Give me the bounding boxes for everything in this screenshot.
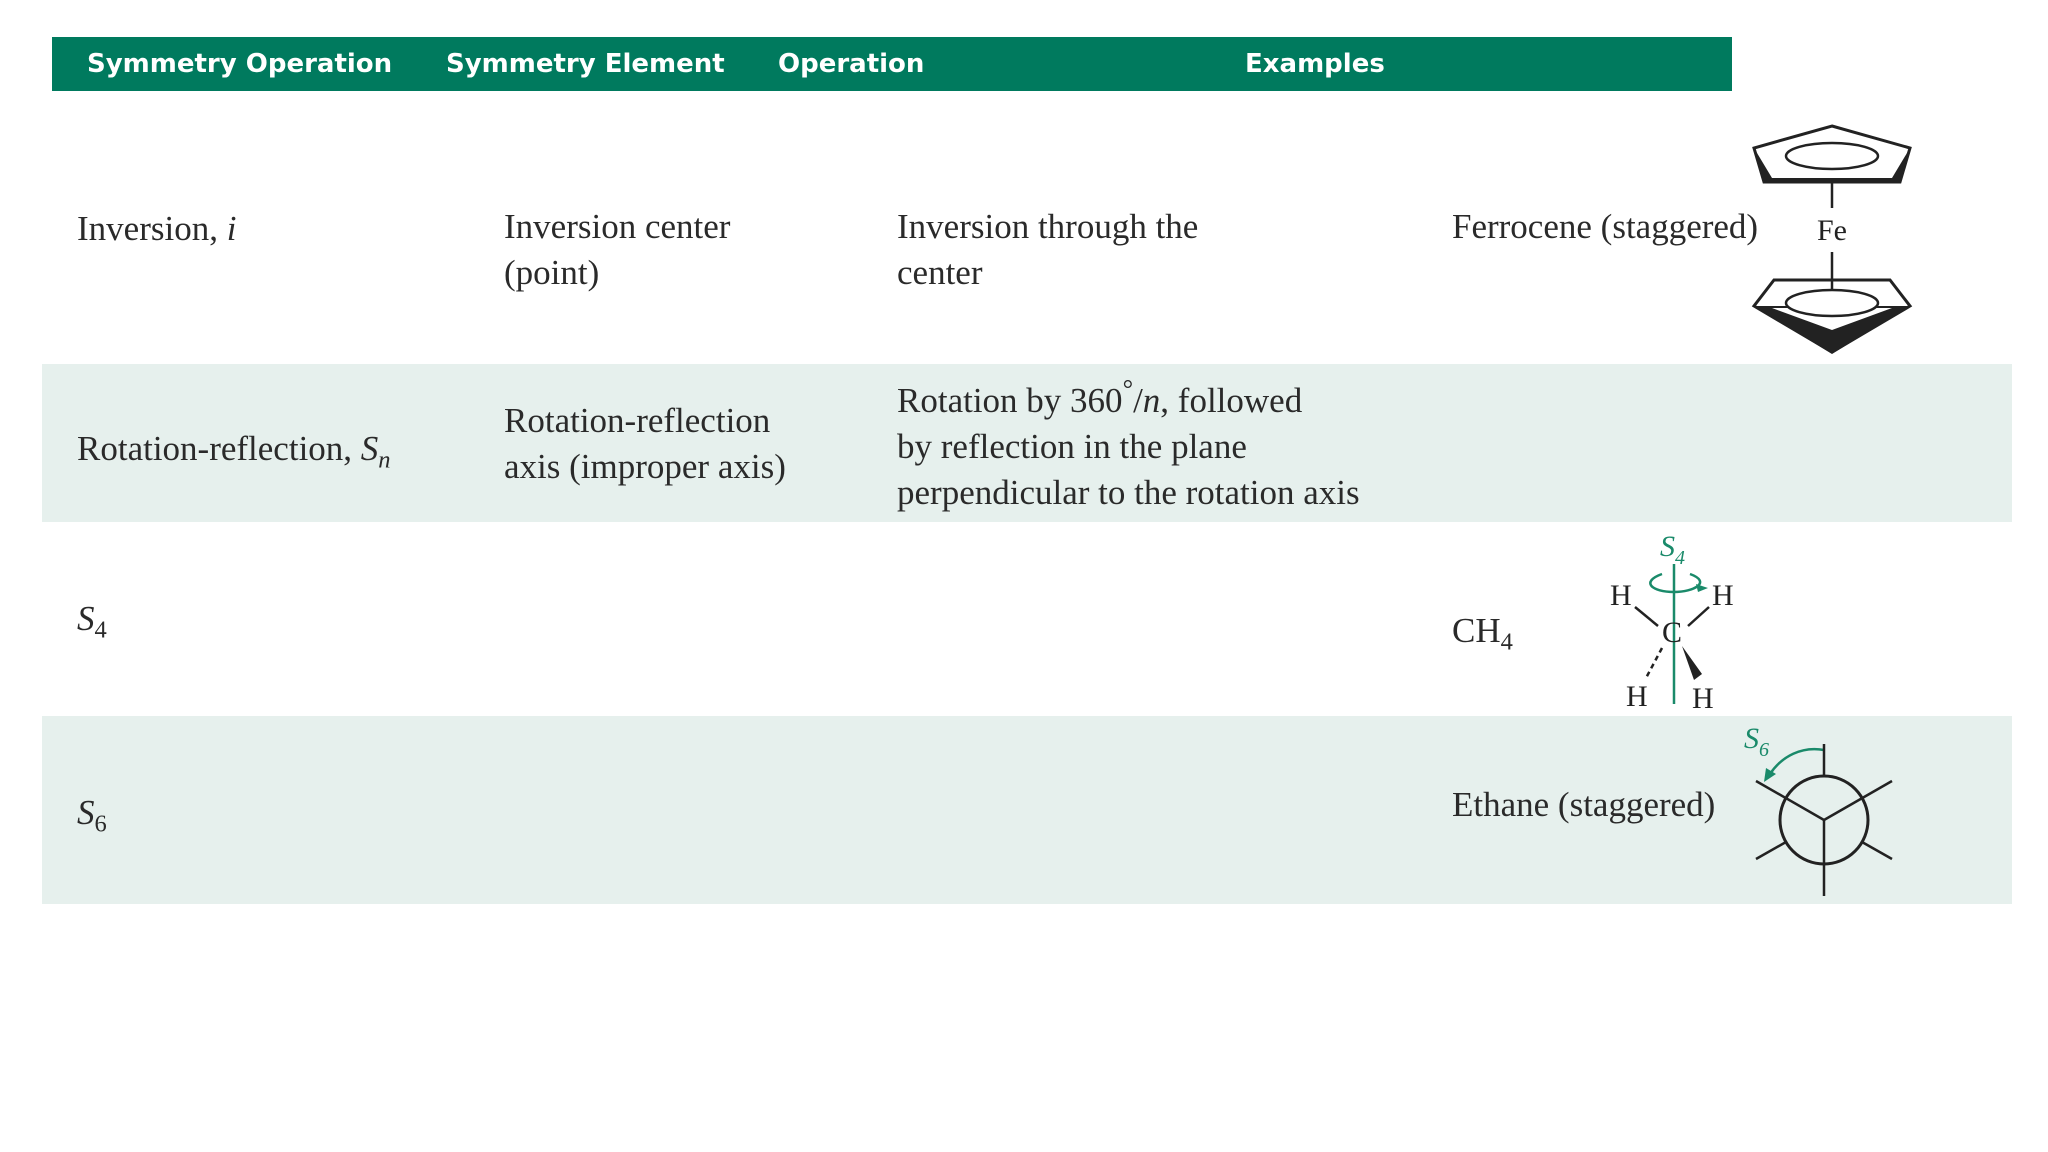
operation-symbol: S xyxy=(77,599,95,638)
hydrogen-atom: H xyxy=(1626,680,1648,713)
top-ring-shading xyxy=(1754,148,1910,182)
example-ethane-label: Ethane (staggered) xyxy=(1452,785,1716,824)
symmetry-element-cell xyxy=(504,398,786,490)
header-symmetry-operation: Symmetry Operation xyxy=(87,49,393,79)
operation-symbol: S xyxy=(77,793,95,832)
example-methane-label xyxy=(1452,608,1513,654)
c-h-wedge-bond xyxy=(1682,646,1702,680)
operation-line: by reflection in the plane xyxy=(897,427,1247,466)
operation-text: , followed xyxy=(1160,381,1303,420)
operation-line: Inversion through the xyxy=(897,207,1199,246)
back-bond xyxy=(1756,842,1786,859)
top-ring-aromatic-circle xyxy=(1786,143,1878,169)
operation-subscript: 6 xyxy=(94,810,107,838)
operation-symbol: S xyxy=(360,429,379,468)
operation-cell xyxy=(897,204,1198,296)
operation-subscript: 4 xyxy=(94,616,107,644)
operation-cell xyxy=(897,374,1360,516)
symmetry-operation-cell xyxy=(77,426,391,472)
symmetry-element-cell xyxy=(504,204,730,296)
element-line: (point) xyxy=(504,253,600,292)
operation-line xyxy=(897,374,1360,424)
table-row-inversion xyxy=(42,110,2012,364)
c-h-dashed-bond xyxy=(1646,648,1662,678)
header-symmetry-element: Symmetry Element xyxy=(446,49,725,79)
n-variable: n xyxy=(1142,381,1161,420)
operation-line: perpendicular to the rotation axis xyxy=(897,473,1360,512)
operation-line: center xyxy=(897,253,983,292)
table-row-s6 xyxy=(42,716,2012,904)
symmetry-operation-cell xyxy=(77,596,107,642)
element-line: Inversion center xyxy=(504,207,731,246)
formula-subscript: 4 xyxy=(1500,628,1513,656)
header-operation: Operation xyxy=(778,49,925,79)
slash: / xyxy=(1133,381,1143,420)
ethane-newman-projection xyxy=(1732,716,1932,904)
element-line: Rotation-reflection xyxy=(504,401,771,440)
methane-s4-structure xyxy=(1582,522,1782,716)
c-h-bond xyxy=(1635,607,1658,626)
operation-symbol: i xyxy=(226,209,237,248)
front-bond xyxy=(1824,781,1892,820)
s4-axis-label: $S_4$ xyxy=(1660,530,1685,569)
degree-symbol: ° xyxy=(1122,374,1134,404)
hydrogen-atom: H xyxy=(1712,579,1734,612)
rotation-arrow-icon xyxy=(1770,749,1824,774)
back-bond xyxy=(1862,842,1892,859)
c-h-bond xyxy=(1688,607,1709,626)
hydrogen-atom: H xyxy=(1692,682,1714,715)
operation-name: Inversion, xyxy=(77,209,227,248)
header-examples: Examples xyxy=(1245,49,1385,79)
symmetry-operation-cell xyxy=(77,790,107,836)
hydrogen-atom: H xyxy=(1610,579,1632,612)
element-line: axis (improper axis) xyxy=(504,447,786,486)
table-row-s4 xyxy=(42,522,2012,716)
table-row-rotation-reflection xyxy=(42,364,2012,522)
operation-name: Rotation-reflection, xyxy=(77,429,361,468)
example-ferrocene-label: Ferrocene (staggered) xyxy=(1452,207,1759,246)
bottom-ring-aromatic-circle xyxy=(1786,290,1878,316)
operation-text: Rotation by 360 xyxy=(897,381,1123,420)
ferrocene-structure xyxy=(1732,118,1932,368)
fe-atom-label: Fe xyxy=(1817,214,1847,247)
top-cyclopentadienyl-ring xyxy=(1754,126,1910,182)
operation-subscript: n xyxy=(378,446,391,474)
arrowhead-icon xyxy=(1696,584,1708,592)
symmetry-operation-cell xyxy=(77,206,236,252)
s6-axis-label: $S_6$ xyxy=(1744,722,1769,761)
formula-main: CH xyxy=(1452,611,1501,650)
carbon-atom: C xyxy=(1662,616,1683,649)
table-header xyxy=(52,37,1732,91)
front-bond xyxy=(1756,781,1824,820)
